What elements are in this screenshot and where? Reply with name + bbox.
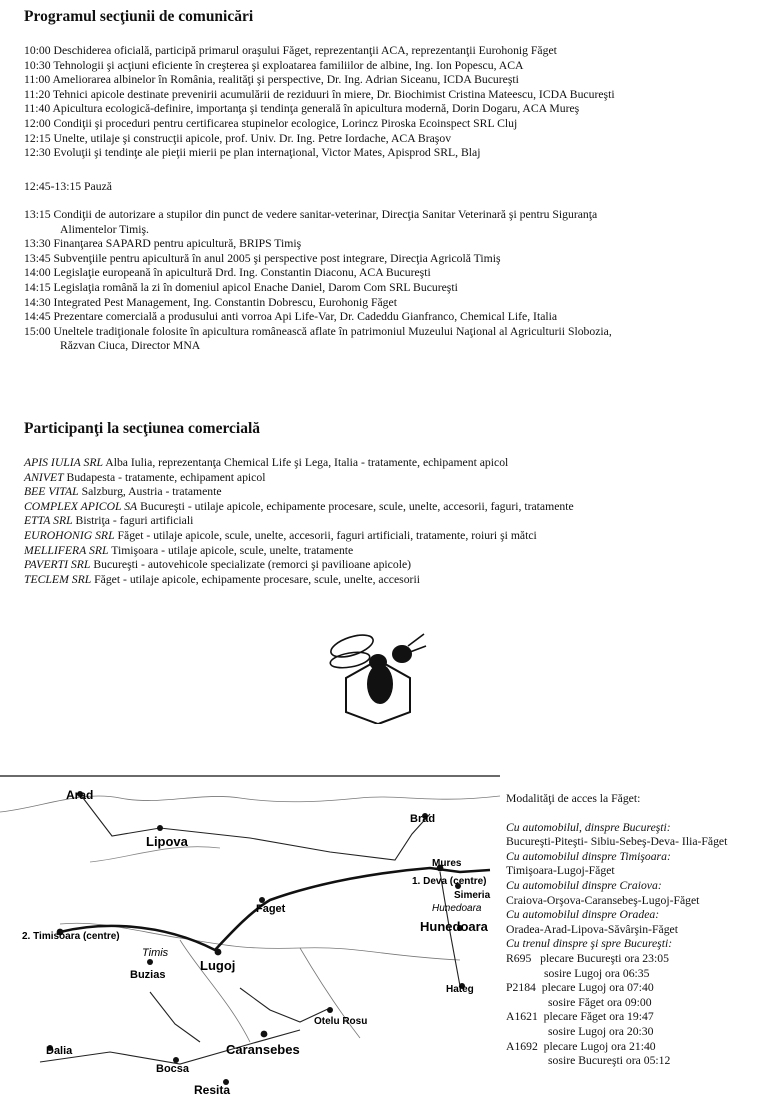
schedule-row [24, 117, 759, 132]
train-row [506, 981, 771, 996]
schedule-text: Subvenţiile pentru apicultură în anul 2005 şi perspective post integrare, Direcţia Agricolă Timiş [53, 251, 501, 265]
schedule-time: 15:00 [24, 324, 51, 338]
participant-item [24, 573, 764, 588]
map-label-bocsa: Bocsa [156, 1063, 190, 1075]
schedule-row [24, 237, 759, 252]
schedule-row [24, 325, 759, 340]
schedule-row [24, 266, 759, 281]
map-label-hunedoara: Hunedoara [420, 919, 488, 934]
participants-title: Participanţi la secţiunea comercială [24, 420, 261, 437]
schedule-text: Unelte, utilaje şi construcţii apicole, prof. Univ. Dr. Ing. Petre Iordache, ACA Braşov [53, 131, 452, 145]
schedule-text-continued: Răzvan Ciuca, Director MNA [60, 339, 201, 353]
access-title: Modalităţi de acces la Făget: [506, 792, 641, 805]
program-title: Programul secţiunii de comunicări [24, 8, 254, 25]
participant-name: ANIVET [24, 470, 64, 484]
schedule-time: 13:30 [24, 237, 51, 251]
map-label-brad: Brad [410, 813, 436, 825]
participant-desc: Bucureşti - utilaje apicole, echipamente procesare, scule, unelte, accesorii, faguri, tratamente [137, 499, 574, 513]
schedule-time: 10:00 [24, 44, 51, 57]
program-schedule-afternoon [24, 208, 759, 354]
participant-item [24, 500, 764, 515]
schedule-row [24, 310, 759, 325]
train-id: R695 [506, 951, 532, 965]
access-route: Oradea-Arad-Lipova-Săvârşin-Făget [506, 922, 678, 936]
map-label-resita: Resita [194, 1083, 231, 1097]
participant-desc: Timişoara - utilaje apicole, scule, unelte, tratamente [108, 543, 354, 557]
schedule-row [24, 44, 759, 59]
participant-name: EUROHONIG SRL [24, 528, 115, 542]
access-route-label: Cu automobilul dinspre Craiova: [506, 878, 662, 892]
schedule-row [24, 102, 759, 117]
access-route: Timişoara-Lugoj-Făget [506, 864, 615, 878]
participant-desc: Bucureşti - autovehicole specializate (remorci şi pavilioane apicole) [90, 558, 412, 572]
participant-item [24, 485, 764, 500]
schedule-time: 13:15 [24, 208, 51, 221]
schedule-text: Apicultura ecologică-definire, importanţa şi tendinţa generală în apicultura modernă, Dorin Dogaru, ACA Mureş [52, 102, 580, 116]
participant-name: PAVERTI SRL [24, 558, 91, 572]
schedule-text: Legislaţie europeană în apicultură Drd. Ing. Constantin Diaconu, ACA Bucureşti [53, 266, 431, 280]
schedule-text: Tehnici apicole destinate prevenirii acumulării de reziduuri în miere, Dr. Biochimist Cristina Mateescu, ICDA Bucureşti [52, 87, 615, 101]
participant-desc: Bistriţa - faguri artificiali [72, 514, 194, 528]
schedule-text: Evoluţii şi tendinţe ale pieţii mierii pe plan internaţional, Victor Mates, Apisprod SRL, Blaj [53, 146, 481, 160]
train-row [506, 1010, 771, 1025]
train-departure: plecare Făget ora 19:47 [543, 1010, 654, 1024]
schedule-text: Uneltele tradiţionale folosite în apicultura românească aflate în patrimoniul Muzeului Naţional al Agriculturii Slobozia, [53, 324, 612, 338]
participant-item [24, 471, 764, 486]
program-schedule-morning [24, 44, 759, 161]
schedule-text-continued: Alimentelor Timiş. [60, 222, 149, 236]
train-departure: plecare Bucureşti ora 23:05 [540, 951, 669, 965]
train-row [506, 1040, 771, 1055]
train-arrival: sosire Bucureşti ora 05:12 [548, 1054, 671, 1068]
schedule-time: 12:30 [24, 146, 51, 160]
schedule-row [24, 296, 759, 311]
map-label-lipova: Lipova [146, 834, 188, 849]
schedule-text: Legislaţia română la zi în domeniul apicol Enache Daniel, Darom Com SRL Bucureşti [53, 280, 458, 294]
schedule-time: 11:40 [24, 102, 51, 116]
schedule-text: Condiţii de autorizare a stupilor din punct de vedere sanitar-veterinar, Direcţia Sanitar Veterinară şi pentru Siguranţa [53, 208, 598, 221]
schedule-text: Ameliorarea albinelor în România, realităţi şi perspective, Dr. Ing. Adrian Siceanu, ICDA Bucureşti [52, 73, 519, 87]
schedule-row [24, 73, 759, 88]
access-route: Craiova-Orşova-Caransebeş-Lugoj-Făget [506, 893, 700, 907]
schedule-time: 12:00 [24, 116, 51, 130]
map-label-faget: Faget [256, 903, 286, 915]
participant-item [24, 514, 764, 529]
participant-desc: Alba Iulia, reprezentanţa Chemical Life şi Lega, Italia - tratamente, echipament apicol [103, 456, 509, 469]
schedule-row [24, 59, 759, 74]
schedule-text: Integrated Pest Management, Ing. Constantin Dobrescu, Eurohonig Făget [53, 295, 397, 309]
schedule-time: 14:15 [24, 280, 51, 294]
schedule-row [24, 281, 759, 296]
train-id: P2184 [506, 981, 536, 995]
train-departure: plecare Lugoj ora 21:40 [543, 1039, 656, 1053]
train-id: A1621 [506, 1010, 538, 1024]
access-route-label: Cu automobilul, dinspre Bucureşti: [506, 820, 671, 834]
schedule-time: 10:30 [24, 58, 51, 72]
access-route: Bucureşti-Piteşti- Sibiu-Sebeş-Deva- Ilia-Făget [506, 835, 728, 849]
schedule-time: 14:00 [24, 266, 51, 280]
map-label-timisoara: 2. Timisoara (centre) [22, 931, 120, 942]
participant-desc: Făget - utilaje apicole, scule, unelte, accesorii, faguri artificiali, tratamente, roiuri şi mătci [114, 528, 537, 542]
map-label-hunedoara-county: Hunedoara [432, 903, 482, 914]
schedule-time: 11:20 [24, 87, 51, 101]
map-label-otelu-rosu: Otelu Rosu [314, 1016, 368, 1027]
train-arrival: sosire Lugoj ora 06:35 [544, 966, 650, 980]
schedule-time: 11:00 [24, 73, 51, 87]
participant-name: BEE VITAL [24, 485, 79, 499]
map-label-simeria: Simeria [454, 890, 491, 901]
schedule-row [24, 88, 759, 103]
schedule-time: 14:45 [24, 310, 51, 324]
participant-name: COMPLEX APICOL SA [24, 499, 138, 513]
participant-desc: Făget - utilaje apicole, echipamente procesare, scule, unelte, accesorii [91, 572, 420, 586]
schedule-text: Finanţarea SAPARD pentru apicultură, BRIPS Timiş [53, 237, 302, 251]
map-label-timis-county: Timis [142, 947, 169, 959]
participant-name: ETTA SRL [24, 514, 73, 528]
train-row [506, 952, 771, 967]
map-label-arad: Arad [66, 788, 94, 802]
schedule-text: Prezentare comercială a produsului anti vorroa Api Life-Var, Dr. Cadeddu Gianfranco, Chemical Life, Italia [53, 310, 558, 324]
map-label-hateg: Hateg [446, 984, 474, 995]
access-route-label: Cu automobilul dinspre Oradea: [506, 908, 660, 922]
participants-list [24, 456, 764, 587]
schedule-text: Deschiderea oficială, participă primarul oraşului Făget, reprezentanţii ACA, reprezentanţii Eurohonig Făget [53, 44, 557, 57]
participant-name: MELLIFERA SRL [24, 543, 109, 557]
map-label-dalia: Dalia [46, 1045, 73, 1057]
train-label: Cu trenul dinspre şi spre Bucureşti: [506, 937, 673, 951]
schedule-text: Condiţii şi proceduri pentru certificarea stupinelor ecologice, Lorincz Piroska Ecoinspect SRL Cluj [53, 116, 518, 130]
participant-item [24, 544, 764, 559]
map-label-mures: Mures [432, 858, 462, 869]
schedule-row [24, 252, 759, 267]
map-label-caransebes: Caransebes [226, 1042, 300, 1057]
map-label-buzias: Buzias [130, 969, 166, 981]
schedule-time: 12:15 [24, 131, 51, 145]
train-arrival: sosire Lugoj ora 20:30 [548, 1024, 654, 1038]
participant-name: TECLEM SRL [24, 572, 92, 586]
schedule-time: 14:30 [24, 295, 51, 309]
train-id: A1692 [506, 1039, 538, 1053]
schedule-row [24, 208, 759, 223]
train-departure: plecare Lugoj ora 07:40 [541, 981, 654, 995]
participant-item [24, 558, 764, 573]
route-map [0, 742, 500, 1102]
bee-logo-icon [328, 632, 428, 724]
participant-desc: Budapesta - tratamente, echipament apicol [63, 470, 266, 484]
map-label-lugoj: Lugoj [200, 958, 236, 973]
participant-desc: Salzburg, Austria - tratamente [78, 485, 222, 499]
schedule-text: Tehnologii şi acţiuni eficiente în creşterea şi exploatarea familiilor de albine, Ing. Ion Popescu, ACA [53, 58, 524, 72]
schedule-row [24, 146, 759, 161]
participant-item [24, 456, 764, 471]
access-route-label: Cu automobilul dinspre Timişoara: [506, 849, 671, 863]
participant-item [24, 529, 764, 544]
pause-line: 12:45-13:15 Pauză [24, 180, 112, 193]
schedule-row [24, 132, 759, 147]
participant-name: APIS IULIA SRL [24, 456, 103, 469]
map-label-deva: 1. Deva (centre) [412, 876, 487, 887]
train-arrival: sosire Făget ora 09:00 [548, 995, 652, 1009]
access-info [506, 792, 771, 1069]
schedule-time: 13:45 [24, 251, 51, 265]
